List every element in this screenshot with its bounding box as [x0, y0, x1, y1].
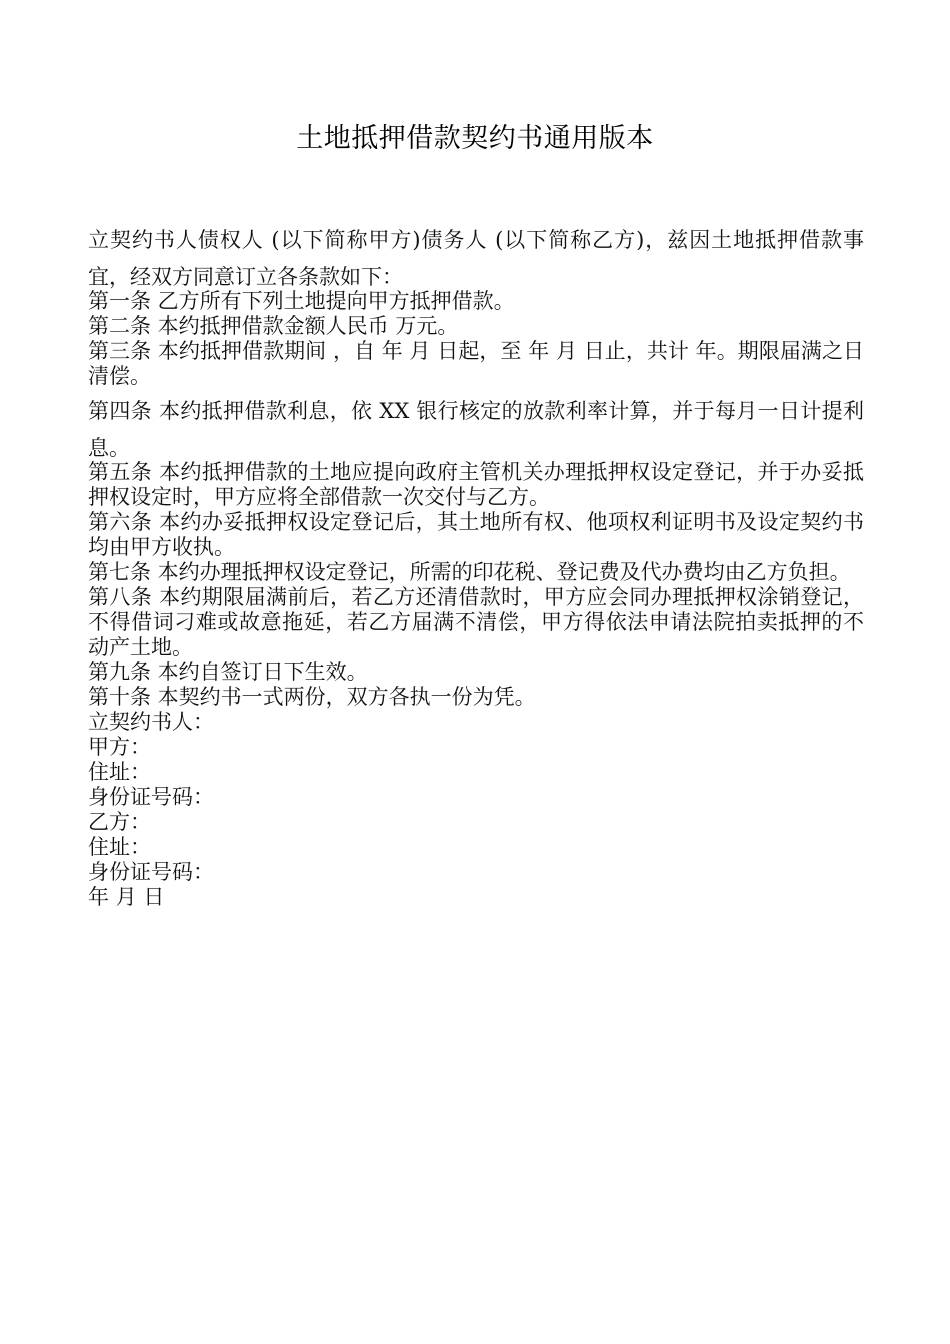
article-3: 第三条 本约抵押借款期间 ，自 年 月 日起，至 年 月 日止，共计 年。期限届满之日清偿。	[88, 339, 864, 388]
article-9: 第九条 本约自签订日下生效。	[88, 660, 368, 684]
article-5: 第五条 本约抵押借款的土地应提向政府主管机关办理抵押权设定登记，并于办妥抵押权设定时，甲方应将全部借款一次交付与乙方。	[88, 460, 864, 509]
party-b-label: 乙方：	[88, 810, 151, 834]
article-1: 第一条 乙方所有下列土地提向甲方抵押借款。	[88, 289, 515, 313]
signature-block	[88, 710, 864, 910]
article-2: 第二条 本约抵押借款金额人民币 万元。	[88, 314, 459, 338]
article-7: 第七条 本约办理抵押权设定登记，所需的印花税、登记费及代办费均由乙方负担。	[88, 560, 851, 584]
intro-paragraph: 立契约书人债权人 (以下简称甲方)债务人 (以下简称乙方)，兹因土地抵押借款事宜，经双方同意订立各条款如下：	[88, 228, 864, 289]
article-6: 第六条 本约办妥抵押权设定登记后，其土地所有权、他项权利证明书及设定契约书均由甲方收执。	[88, 510, 864, 559]
article-8: 第八条 本约期限届满前后，若乙方还清借款时，甲方应会同办理抵押权涂销登记，不得借词刁难或故意拖延，若乙方届满不清偿，甲方得依法申请法院拍卖抵押的不动产土地。	[88, 585, 864, 659]
party-a-label: 甲方：	[88, 735, 151, 759]
signature-date: 年 月 日	[88, 885, 165, 909]
party-b-address-label: 住址：	[88, 835, 151, 859]
party-a-address-label: 住址：	[88, 760, 151, 784]
party-b-id-label: 身份证号码：	[88, 860, 214, 884]
document-body	[88, 222, 864, 910]
signature-heading: 立契约书人：	[88, 710, 214, 734]
article-4: 第四条 本约抵押借款利息，依 XX 银行核定的放款利率计算，并于每月一日计提利息。	[88, 399, 864, 460]
party-a-id-label: 身份证号码：	[88, 785, 214, 809]
article-10: 第十条 本契约书一式两份，双方各执一份为凭。	[88, 685, 536, 709]
document-title: 土地抵押借款契约书通用版本	[296, 123, 654, 154]
